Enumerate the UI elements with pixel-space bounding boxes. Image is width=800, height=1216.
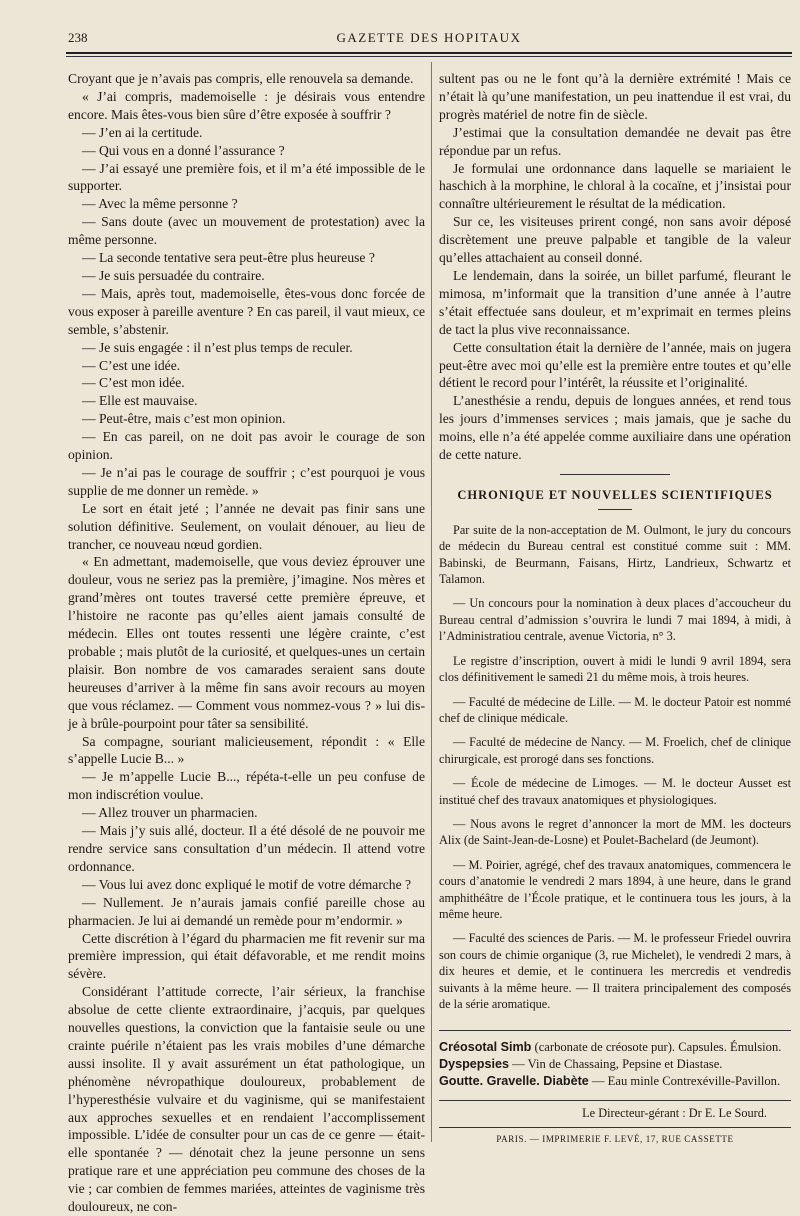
news-item: — M. Poirier, agrégé, chef des travaux anatomiques, commencera le cours d’anatomie le vendredi 2 mars 1894, à une heure, dans le grand amphithéâtre de l’École pratique, et le continuera tous les jours, à la même heure.: [439, 857, 791, 921]
journal-title: GAZETTE DES HOPITAUX: [336, 30, 522, 45]
paragraph: — Je suis engagée : il n’est plus temps de reculer.: [82, 339, 353, 355]
ad-line: [439, 1073, 791, 1090]
paragraph: — Mais j’y suis allé, docteur. Il a été désolé de ne pouvoir me rendre service sans consultation d’un médecin. Il attend votre ordonnance.: [68, 823, 425, 874]
advertisements: [439, 1030, 791, 1090]
paragraph: — Sans doute (avec un mouvement de protestation) avec la même personne.: [68, 214, 425, 248]
paragraph: Sa compagne, souriant malicieusement, répondit : « Elle s’appelle Lucie B... »: [68, 733, 425, 767]
header-rule: [66, 52, 792, 54]
paragraph: — Allez trouver un pharmacien.: [82, 805, 258, 821]
paragraph: Le sort en était jeté ; l’année ne devait pas finir sans une solution définitive. Seulement, on voulait dénouer, au lieu de trancher, ce nouveau nœud gordien.: [68, 500, 425, 552]
paragraph: — Vous lui avez donc expliqué le motif de votre démarche ?: [82, 876, 412, 892]
paragraph: « En admettant, mademoiselle, que vous deviez éprouver une douleur, vous ne seriez pas la première, j’imagine. Nos mères et grand’mères ont toutes traversé cette première épreuve, et l’histoire ne raconte pas qu’elles aient jamais consulté de médecin. Elles ont toutes ressenti une légère crainte, c’est probable ; mais plutôt de la curiosité, et quelques-unes un certain plaisir. Bon nombre de vos camarades seraient sans doute heureuses d’arriver à la même fin sans avoir recours au moyen que vous réclamez. — Comment vous nommez-vous ? » lui dis-je à brûle-pourpoint pour tâter sa sensibilité.: [68, 554, 425, 731]
ad-text: (carbonate de créosote pur). Capsules. Émulsion.: [531, 1040, 782, 1055]
paragraph: Cette discrétion à l’égard du pharmacien me fit revenir sur ma première impression, qui était défavorable, et me rendit moins sévère.: [68, 930, 425, 982]
section-title-underline: [598, 509, 632, 510]
paragraph: — Mais, après tout, mademoiselle, êtes-vous donc forcée de vous exposer à pareille aventure ? En cas pareil, il vaut mieux, ce semble, s’abstenir.: [68, 285, 425, 337]
footer-rule: [439, 1127, 791, 1128]
page-header: [68, 30, 790, 50]
news-item: — Faculté de médecine de Lille. — M. le docteur Patoir est nommé chef de clinique médicale.: [439, 694, 791, 725]
news-item: — Un concours pour la nomination à deux places d’accoucheur du Bureau central d’admission s’ouvrira le lundi 7 mai 1894, à midi, à l’Administratiou centrale, avenue Victoria, n° 3.: [439, 596, 791, 644]
paragraph: J’estimai que la consultation demandée ne devait pas être répondue par un refus.: [439, 124, 791, 158]
news-item: Par suite de la non-acceptation de M. Oulmont, le jury du concours de médecin du Bureau central est constitué comme suit : MM. Babinski, de Beurmann, Faisans, Hirtz, Landrieux, Schwartz et Talamon.: [439, 522, 791, 587]
paragraph: — Je suis persuadée du contraire.: [82, 267, 265, 283]
paragraph: — J’en ai la certitude.: [82, 124, 203, 140]
paragraph: Sur ce, les visiteuses prirent congé, non sans avoir déposé discrètement une preuve palpable et tangible de la valeur qu’elles attachaient au conseil donné.: [439, 214, 791, 266]
footer-rule: [439, 1100, 791, 1101]
paragraph: L’anesthésie a rendu, depuis de longues années, et rend tous les jours d’immenses services ; mais jamais, que je sache du moins, elle n’a été appelée comme auxiliaire dans une opération de cette nature.: [439, 393, 791, 463]
paragraph: — Nullement. Je n’aurais jamais confié pareille chose au pharmacien. Je lui ai demandé un remède pour m’endormir. »: [68, 894, 425, 928]
paragraph: sultent pas ou ne le font qu’à la dernière extrémité ! Mais ce n’était là qu’une manifestation, un peu inattendue il est vrai, du progrès matériel de notre fin de siècle.: [439, 71, 791, 122]
left-column: [68, 70, 425, 1216]
paragraph: — Qui vous en a donné l’assurance ?: [82, 142, 285, 158]
news-list: [439, 522, 791, 1013]
ad-product-name: Créosotal Simb: [439, 1040, 532, 1055]
paragraph: — C’est une idée.: [82, 357, 181, 373]
right-column: [439, 70, 791, 1149]
paragraph: Le lendemain, dans la soirée, un billet parfumé, fleurant le mimosa, m’informait que la transition d’une année à l’autre s’était effectuée sans douleur, et m’exprimait en termes pleins de tact la plus vive reconnaissance.: [439, 267, 791, 337]
paragraph: — Avec la même personne ?: [82, 196, 238, 212]
header-rule-thin: [66, 56, 792, 57]
paragraph: — Elle est mauvaise.: [82, 393, 198, 409]
paragraph: — Je n’ai pas le courage de souffrir ; c’est pourquoi je vous supplie de me donner un remède. »: [68, 464, 425, 498]
paragraph: « J’ai compris, mademoiselle : je désirais vous entendre encore. Mais êtes-vous bien sûre d’être exposée à souffrir ?: [68, 88, 425, 122]
news-item: — Faculté des sciences de Paris. — M. le professeur Friedel ouvrira son cours de chimie organique (3, rue Michelet), le vendredi 2 mars, à dix heures et demie, et le continuera les mercredis et vendredis suivants à la même heure. — Il traitera principalement des composés de la série aromatique.: [439, 931, 791, 1011]
ad-text: — Eau minle Contrexéville-Pavillon.: [588, 1074, 781, 1089]
paragraph: — C’est mon idée.: [82, 375, 185, 391]
paragraph: — La seconde tentative sera peut-être plus heureuse ?: [82, 250, 375, 266]
ad-text: — Vin de Chassaing, Pepsine et Diastase.: [509, 1057, 723, 1072]
section-title: CHRONIQUE ET NOUVELLES SCIENTIFIQUES: [457, 487, 773, 502]
director-manager: Le Directeur-gérant : Dr E. Le Sourd.: [582, 1106, 767, 1121]
section-separator: [560, 474, 670, 475]
printer-imprint: PARIS. — IMPRIMERIE F. LEVÉ, 17, RUE CASSETTE: [496, 1134, 734, 1145]
paragraph: — Je m’appelle Lucie B..., répéta-t-elle un peu confuse de mon indiscrétion voulue.: [68, 769, 425, 803]
paragraph: Croyant que je n’avais pas compris, elle renouvela sa demande.: [68, 71, 414, 86]
paragraph: Je formulai une ordonnance dans laquelle se mariaient le haschich à la morphine, le chloral à la cocaïne, et j’insistai pour connaître ultérieurement le résultat de la médication.: [439, 160, 791, 212]
column-divider: [431, 62, 432, 1142]
ad-line: [439, 1056, 791, 1073]
news-item: — Faculté de médecine de Nancy. — M. Froelich, chef de clinique chirurgicale, est prorogé dans ses fonctions.: [439, 735, 791, 766]
ad-product-name: Dyspepsies: [439, 1057, 510, 1072]
paragraph: — Peut-être, mais c’est mon opinion.: [82, 411, 286, 427]
paragraph: — J’ai essayé une première fois, et il m’a été impossible de le supporter.: [68, 160, 425, 194]
news-item: — Nous avons le regret d’annoncer la mort de MM. les docteurs Alix (de Saint-Jean-de-Losne) et Poulet-Bachelard (de Jeumont).: [439, 816, 791, 848]
ad-line: [439, 1039, 791, 1056]
ad-product-name: Goutte. Gravelle. Diabète: [439, 1074, 589, 1089]
page-number: 238: [68, 30, 88, 45]
paragraph: Considérant l’attitude correcte, l’air sérieux, la franchise absolue de cette cliente extraordinaire, j’acquis, par quelques nouvelles questions, la conviction que la fantaisie seule ou une crainte puérile n’étaient pas les vrais mobiles d’une démarche aussi insolite. Il y avait assurément un état pathologique, un phénomène névropathique douloureux, probablement de l’hyperesthésie vulvaire et du vaginisme, qui se manifestaient aux approches sexuelles et en rendaient l’accomplissement impossible. L’idée de consulter pour un cas de ce genre — était-elle spontanée ? — dénotait chez la jeune personne un sens pratique rare et une appréciation peu commune des choses de la vie ; car combien de femmes mariées, atteintes de vaginisme très douloureux, ne con-: [68, 984, 425, 1215]
news-item: Le registre d’inscription, ouvert à midi le lundi 9 avril 1894, sera clos définitivement le samedi 21 du même mois, à trois heures.: [439, 653, 791, 685]
paragraph: — En cas pareil, on ne doit pas avoir le courage de son opinion.: [68, 429, 425, 463]
news-item: — École de médecine de Limoges. — M. le docteur Ausset est institué chef des travaux anatomiques et physiologiques.: [439, 776, 791, 807]
paragraph: Cette consultation était la dernière de l’année, mais on jugera peut-être avec moi qu’elle est la première entre toutes et qu’elle détient le record pour l’intérêt, la réussite et l’originalité.: [439, 339, 791, 391]
